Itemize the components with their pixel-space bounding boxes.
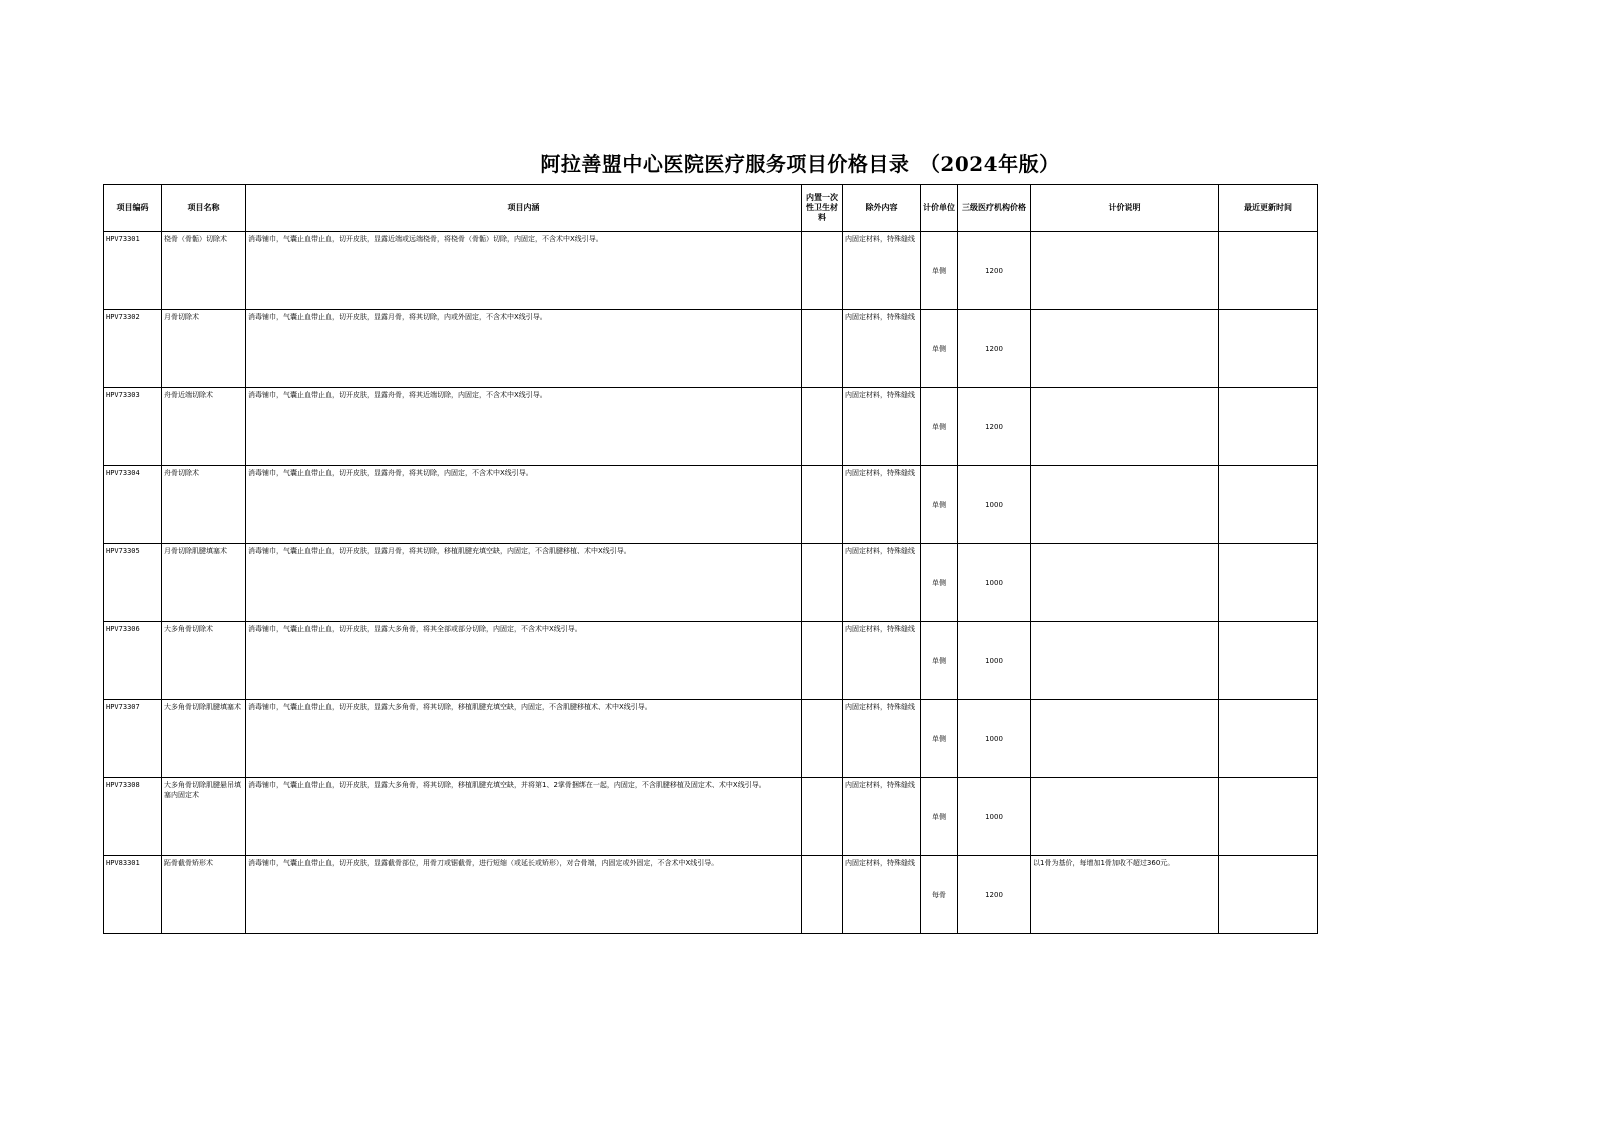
cell-content: 消毒铺巾，气囊止血带止血，切开皮肤，显露截骨部位，用骨刀或锯截骨，进行短缩（或延长或矫形），对合骨端，内固定或外固定，不含术中X线引导。	[246, 856, 802, 934]
cell-price: 1000	[958, 544, 1031, 622]
cell-material	[802, 388, 843, 466]
table-row	[104, 856, 1318, 934]
cell-material	[802, 778, 843, 856]
cell-material	[802, 544, 843, 622]
cell-price: 1000	[958, 466, 1031, 544]
cell-unit: 单侧	[921, 778, 958, 856]
cell-content: 消毒铺巾，气囊止血带止血，切开皮肤，显露月骨，将其切除，内或外固定，不含术中X线引导。	[246, 310, 802, 388]
table-row	[104, 466, 1318, 544]
cell-code: HPV83301	[104, 856, 162, 934]
cell-code: HPV73303	[104, 388, 162, 466]
cell-unit: 单侧	[921, 310, 958, 388]
cell-name: 月骨切除术	[162, 310, 246, 388]
cell-note: 以1骨为基价，每增加1骨加收不超过360元。	[1031, 856, 1219, 934]
col-header-exclusion: 除外内容	[843, 185, 921, 232]
cell-note	[1031, 622, 1219, 700]
cell-code: HPV73306	[104, 622, 162, 700]
cell-material	[802, 700, 843, 778]
cell-note	[1031, 544, 1219, 622]
col-header-content: 项目内涵	[246, 185, 802, 232]
cell-exclusion: 内固定材料，特殊缝线	[843, 544, 921, 622]
cell-price: 1000	[958, 700, 1031, 778]
table-row	[104, 388, 1318, 466]
table-row	[104, 310, 1318, 388]
cell-exclusion: 内固定材料，特殊缝线	[843, 778, 921, 856]
cell-code: HPV73301	[104, 232, 162, 310]
cell-exclusion: 内固定材料，特殊缝线	[843, 700, 921, 778]
cell-note	[1031, 466, 1219, 544]
cell-exclusion: 内固定材料，特殊缝线	[843, 388, 921, 466]
table-row	[104, 778, 1318, 856]
cell-updated	[1219, 310, 1318, 388]
col-header-name: 项目名称	[162, 185, 246, 232]
table-row	[104, 232, 1318, 310]
cell-updated	[1219, 544, 1318, 622]
cell-updated	[1219, 778, 1318, 856]
cell-updated	[1219, 232, 1318, 310]
table-row	[104, 700, 1318, 778]
cell-price: 1200	[958, 856, 1031, 934]
col-header-updated: 最近更新时间	[1219, 185, 1318, 232]
cell-name: 大多角骨切除肌腱悬吊填塞内固定术	[162, 778, 246, 856]
cell-price: 1000	[958, 778, 1031, 856]
cell-material	[802, 856, 843, 934]
cell-exclusion: 内固定材料，特殊缝线	[843, 622, 921, 700]
cell-unit: 单侧	[921, 544, 958, 622]
cell-name: 跖骨截骨矫形术	[162, 856, 246, 934]
cell-name: 月骨切除肌腱填塞术	[162, 544, 246, 622]
cell-name: 舟骨切除术	[162, 466, 246, 544]
cell-content: 消毒铺巾，气囊止血带止血，切开皮肤，显露舟骨，将其切除，内固定，不含术中X线引导。	[246, 466, 802, 544]
cell-unit: 单侧	[921, 388, 958, 466]
cell-content: 消毒铺巾，气囊止血带止血，切开皮肤，显露近端或远端桡骨，将桡骨（骨骺）切除，内固定，不含术中X线引导。	[246, 232, 802, 310]
cell-content: 消毒铺巾，气囊止血带止血，切开皮肤，显露大多角骨，将其切除，移植肌腱充填空缺，并将第1、2掌骨捆绑在一起，内固定，不含肌腱移植及固定术、术中X线引导。	[246, 778, 802, 856]
cell-updated	[1219, 856, 1318, 934]
table-header-row	[104, 185, 1318, 232]
col-header-code: 项目编码	[104, 185, 162, 232]
col-header-material: 内置一次性卫生材料	[802, 185, 843, 232]
cell-note	[1031, 388, 1219, 466]
cell-price: 1200	[958, 310, 1031, 388]
cell-note	[1031, 310, 1219, 388]
cell-code: HPV73308	[104, 778, 162, 856]
cell-updated	[1219, 622, 1318, 700]
cell-material	[802, 466, 843, 544]
cell-note	[1031, 700, 1219, 778]
cell-note	[1031, 232, 1219, 310]
cell-code: HPV73305	[104, 544, 162, 622]
cell-price: 1200	[958, 388, 1031, 466]
cell-name: 舟骨近端切除术	[162, 388, 246, 466]
cell-name: 大多角骨切除术	[162, 622, 246, 700]
price-catalog-table	[103, 184, 1318, 934]
cell-updated	[1219, 388, 1318, 466]
cell-code: HPV73302	[104, 310, 162, 388]
cell-unit: 单侧	[921, 232, 958, 310]
cell-material	[802, 622, 843, 700]
col-header-price: 三级医疗机构价格	[958, 185, 1031, 232]
cell-material	[802, 310, 843, 388]
cell-name: 大多角骨切除肌腱填塞术	[162, 700, 246, 778]
cell-code: HPV73307	[104, 700, 162, 778]
cell-unit: 单侧	[921, 466, 958, 544]
cell-name: 桡骨（骨骺）切除术	[162, 232, 246, 310]
cell-exclusion: 内固定材料，特殊缝线	[843, 466, 921, 544]
col-header-unit: 计价单位	[921, 185, 958, 232]
table-row	[104, 544, 1318, 622]
cell-exclusion: 内固定材料，特殊缝线	[843, 232, 921, 310]
cell-unit: 每骨	[921, 856, 958, 934]
cell-unit: 单侧	[921, 700, 958, 778]
cell-note	[1031, 778, 1219, 856]
cell-price: 1000	[958, 622, 1031, 700]
col-header-note: 计价说明	[1031, 185, 1219, 232]
table-row	[104, 622, 1318, 700]
cell-content: 消毒铺巾，气囊止血带止血，切开皮肤，显露大多角骨，将其全部或部分切除，内固定，不含术中X线引导。	[246, 622, 802, 700]
cell-price: 1200	[958, 232, 1031, 310]
cell-unit: 单侧	[921, 622, 958, 700]
cell-exclusion: 内固定材料，特殊缝线	[843, 856, 921, 934]
cell-content: 消毒铺巾，气囊止血带止血，切开皮肤，显露月骨，将其切除，移植肌腱充填空缺，内固定，不含肌腱移植、术中X线引导。	[246, 544, 802, 622]
cell-updated	[1219, 700, 1318, 778]
cell-material	[802, 232, 843, 310]
cell-code: HPV73304	[104, 466, 162, 544]
page-title: 阿拉善盟中心医院医疗服务项目价格目录 （2024年版）	[540, 152, 1060, 176]
cell-exclusion: 内固定材料，特殊缝线	[843, 310, 921, 388]
cell-updated	[1219, 466, 1318, 544]
cell-content: 消毒铺巾，气囊止血带止血，切开皮肤，显露舟骨，将其近端切除，内固定，不含术中X线引导。	[246, 388, 802, 466]
cell-content: 消毒铺巾，气囊止血带止血，切开皮肤，显露大多角骨，将其切除，移植肌腱充填空缺，内固定，不含肌腱移植术、术中X线引导。	[246, 700, 802, 778]
